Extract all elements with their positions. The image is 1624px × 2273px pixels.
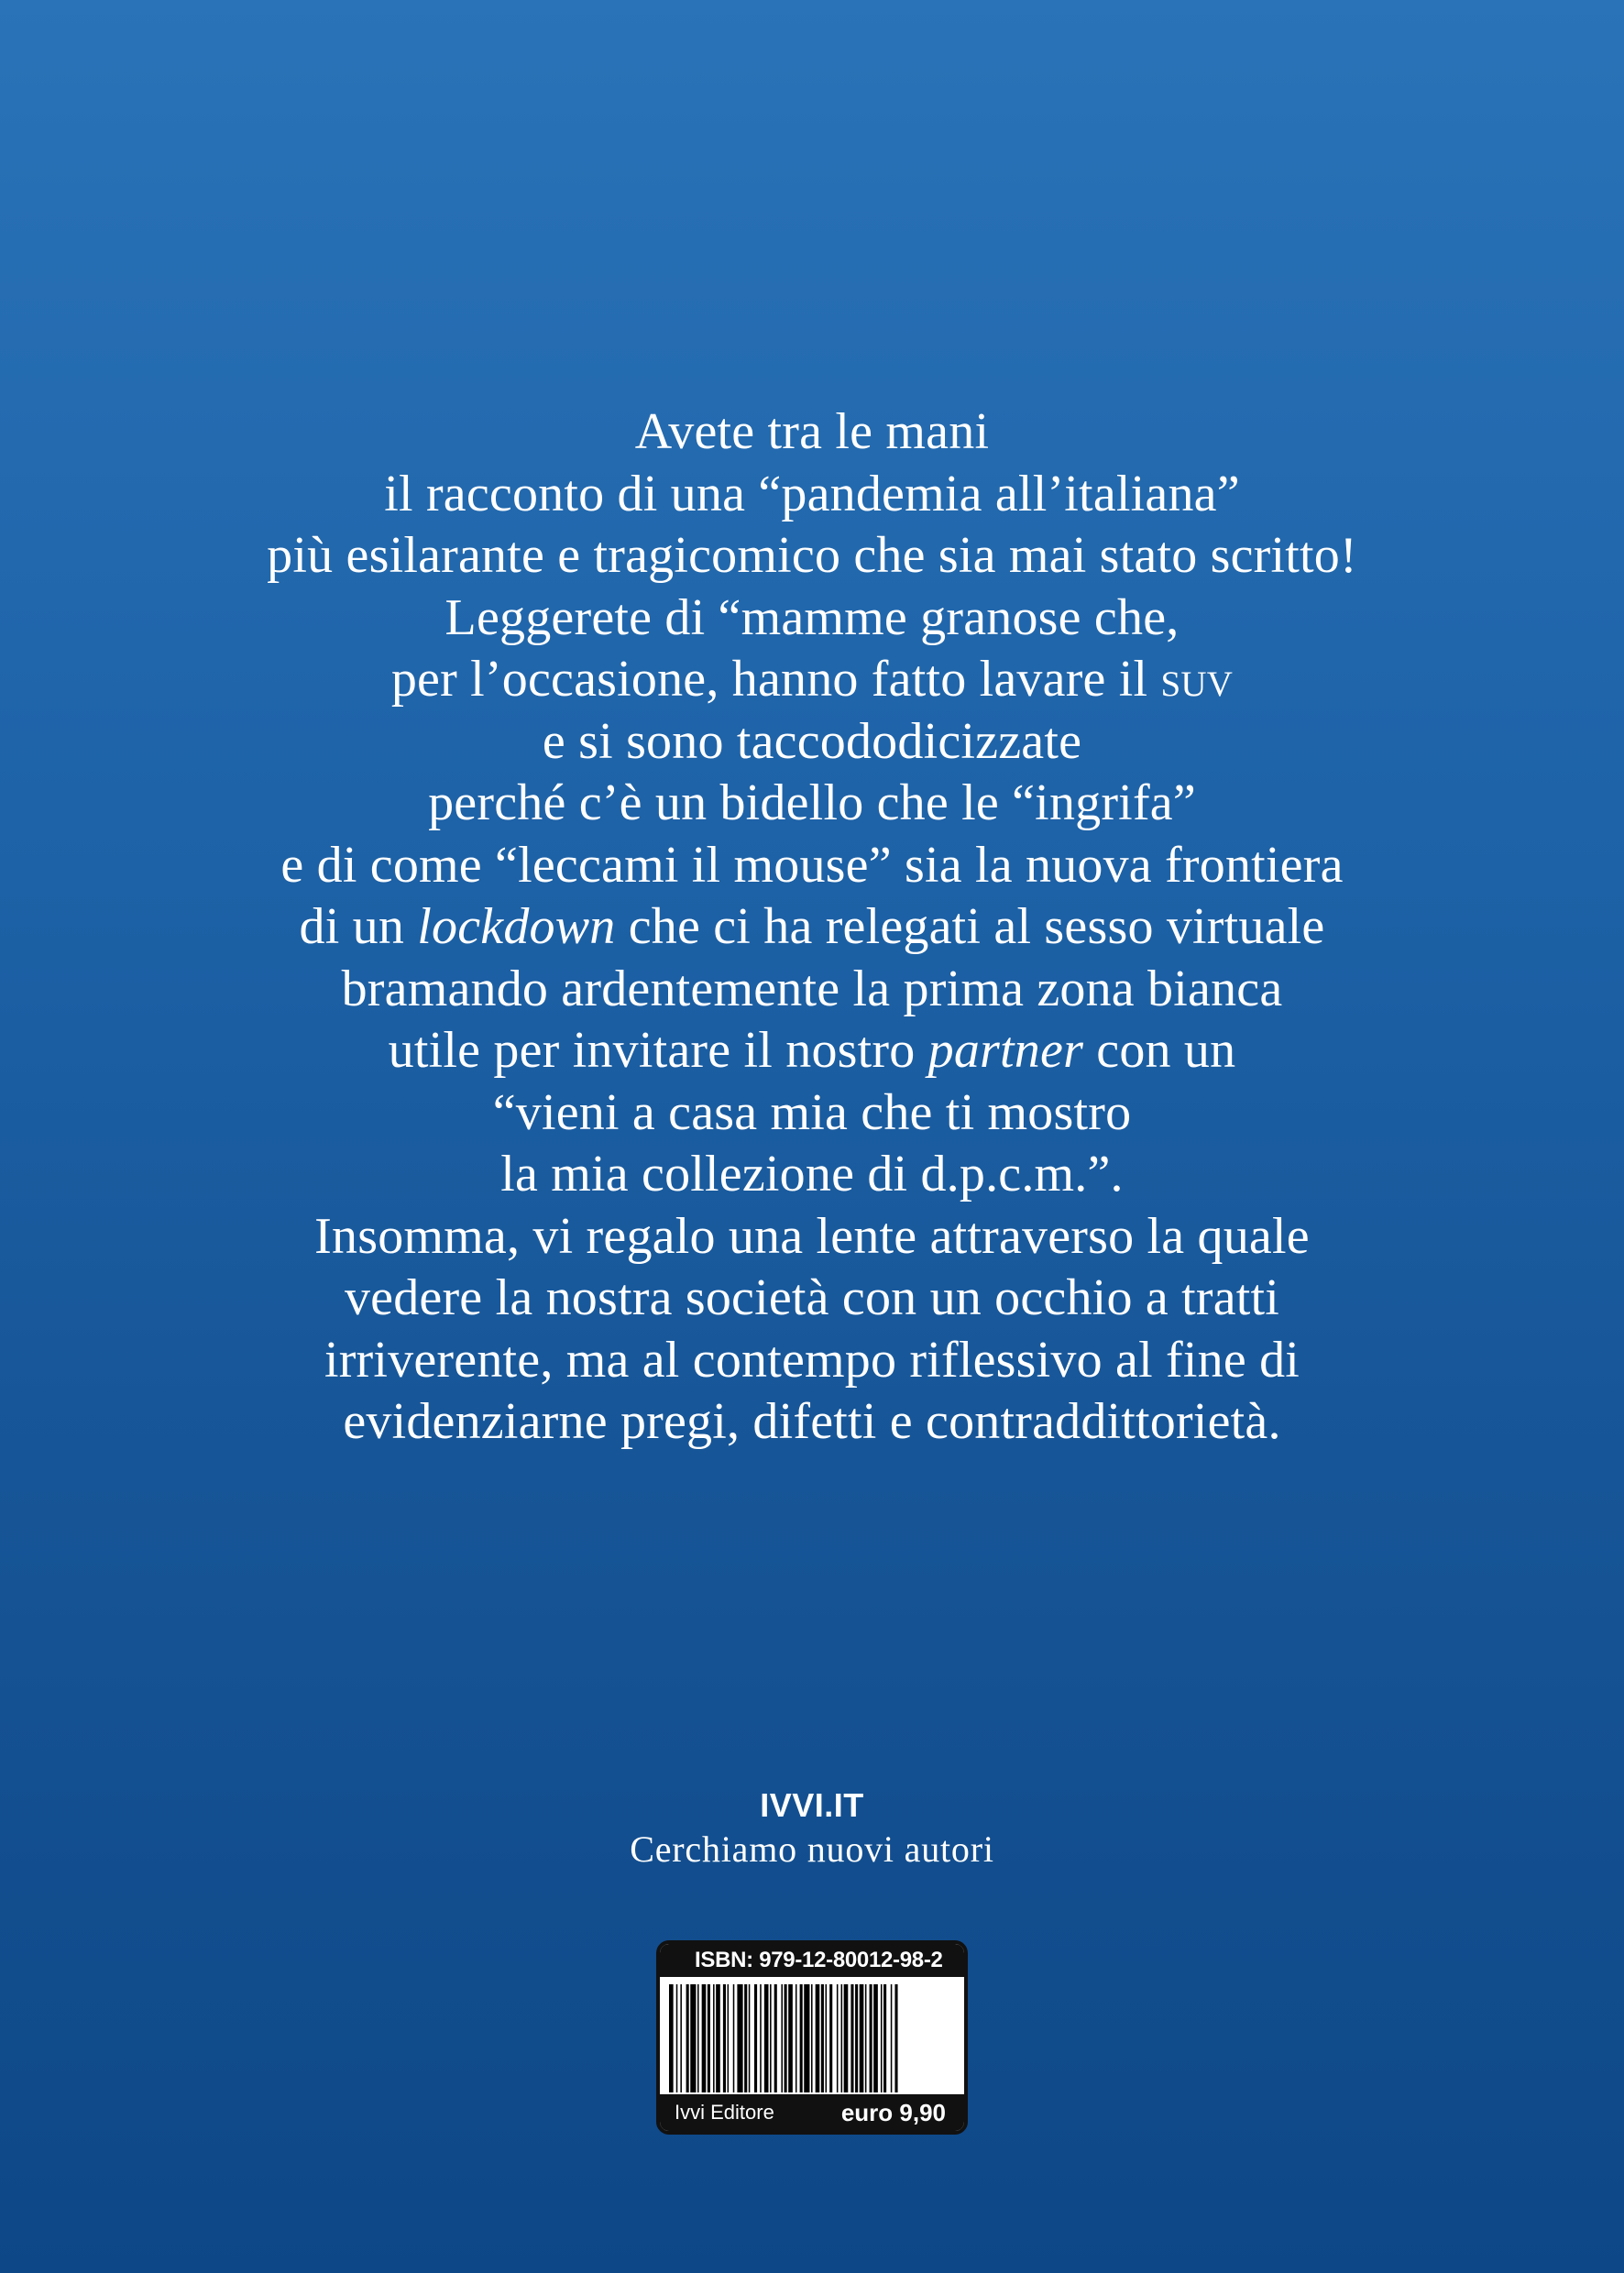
blurb-line-8: e di come “leccami il mouse” sia la nuova frontiera [280,836,1344,894]
back-cover-blurb [0,401,1624,1454]
publisher-tagline: Cerchiamo nuovi autori [630,1828,994,1870]
blurb-line-6: e si sono taccododicizzate [542,712,1082,770]
barcode-footer [660,2094,964,2131]
blurb-line-16: irriverente, ma al contempo riflessivo al fine di [324,1331,1300,1389]
blurb-partner-word: partner [927,1022,1084,1079]
blurb-line-5 [0,649,1624,711]
blurb-line-9-end: che ci ha relegati al sesso virtuale [628,898,1325,955]
blurb-line-7: perché c’è un bidello che le “ingrifa” [428,774,1196,831]
cover-price: euro 9,90 [840,2099,946,2126]
blurb-line-11-end: con un [1096,1022,1236,1079]
blurb-suv-word: suv [1160,651,1234,708]
publisher-block [0,1785,1624,1873]
blurb-line-4: Leggerete di “mamme granose che, [444,588,1180,646]
blurb-line-3: più esilarante e tragicomico che sia mai stato scritto! [267,527,1357,584]
blurb-line-17: evidenziarne pregi, difetti e contraddittorietà. [343,1393,1281,1450]
blurb-line-2: il racconto di una “pandemia all’italiana” [384,465,1240,522]
blurb-line-1: Avete tra le mani [634,403,990,460]
blurb-line-10: bramando ardentemente la prima zona bianca [341,960,1283,1017]
blurb-line-9-start: di un [299,898,405,955]
blurb-lockdown-word: lockdown [417,898,616,955]
blurb-line-9 [0,896,1624,959]
blurb-line-14: Insomma, vi regalo una lente attraverso la quale [314,1207,1310,1265]
editor-name: Ivvi Editore [675,2101,774,2124]
blurb-line-11-start: utile per invitare il nostro [388,1022,916,1079]
blurb-line-11 [0,1020,1624,1082]
blurb-line-5-text: per l’occasione, hanno fatto lavare il [390,651,1148,708]
barcode-icon [669,1984,955,2092]
blurb-line-12: “vieni a casa mia che ti mostro [492,1083,1132,1141]
publisher-site: IVVI.IT [760,1786,864,1824]
isbn-barcode-label [656,1940,968,2135]
isbn-number: ISBN: 979-12-80012-98-2 [660,1944,964,1977]
blurb-line-15: vedere la nostra società con un occhio a tratti [344,1269,1280,1326]
blurb-line-13: la mia collezione di d.p.c.m.”. [500,1146,1124,1202]
